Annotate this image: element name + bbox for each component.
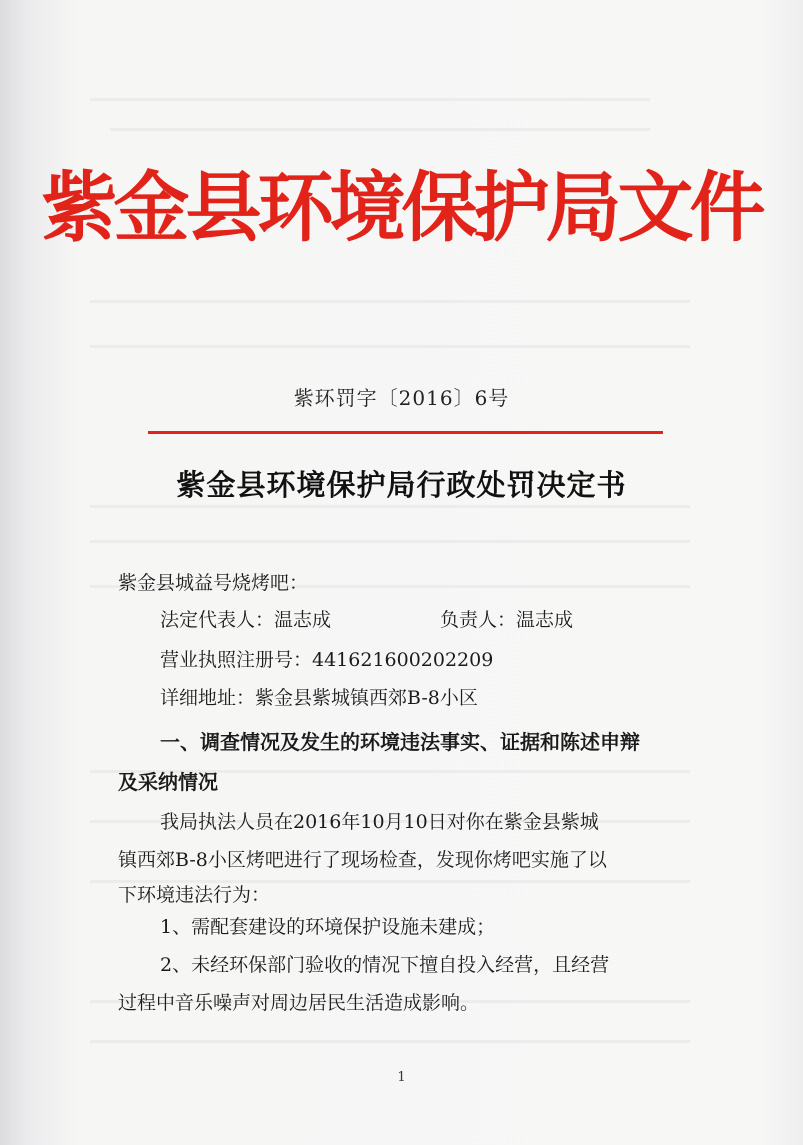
document-title: 紫金县环境保护局行政处罚决定书 <box>176 468 627 502</box>
violation-item-1: 1、需配套建设的环境保护设施未建成； <box>160 916 496 938</box>
paragraph1-line3: 下环境违法行为： <box>118 884 271 906</box>
section1-heading-line1: 一、调查情况及发生的环境违法事实、证据和陈述申辩 <box>160 730 640 754</box>
document-number: 紫环罚字〔2016〕6号 <box>293 386 510 410</box>
violation-item-2-line2: 过程中音乐噪声对周边居民生活造成影响。 <box>118 992 480 1014</box>
paragraph1-line1: 我局执法人员在2016年10月10日对你在紫金县紫城 <box>160 811 599 833</box>
detailed-address: 详细地址：紫金县紫城镇西郊B-8小区 <box>160 687 478 709</box>
responsible-person: 负责人：温志成 <box>440 609 574 631</box>
recipient-line: 紫金县城益号烧烤吧： <box>118 572 309 594</box>
paragraph1-line2: 镇西郊B-8小区烤吧进行了现场检查，发现你烤吧实施了以 <box>118 849 607 871</box>
section1-heading-line2: 及采纳情况 <box>118 770 218 794</box>
violation-item-2-line1: 2、未经环保部门验收的情况下擅自投入经营，且经营 <box>160 954 610 976</box>
legal-representative: 法定代表人：温志成 <box>160 609 332 631</box>
red-divider-line <box>148 431 663 434</box>
page-number: 1 <box>397 1070 406 1085</box>
business-license-number: 营业执照注册号：441621600202209 <box>160 649 494 671</box>
issuer-header-title: 紫金县环境保护局文件 <box>41 163 762 252</box>
